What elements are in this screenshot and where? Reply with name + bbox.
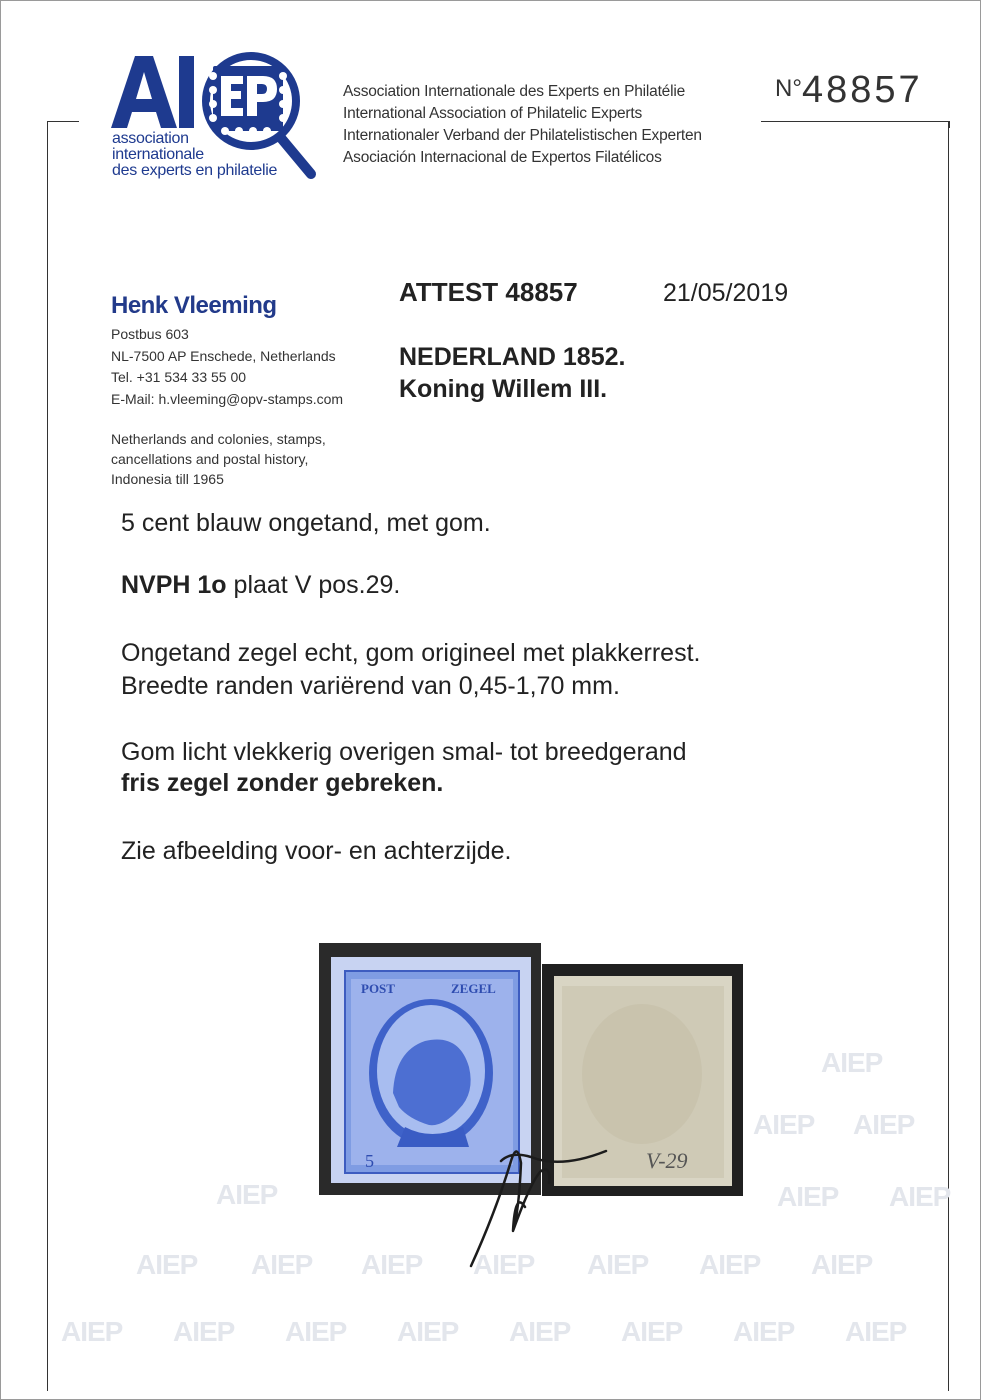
body-line: 5 cent blauw ongetand, met gom.	[121, 509, 491, 537]
watermark-logo: AIEP	[733, 1316, 795, 1347]
watermark-logo: AIEP	[136, 1249, 198, 1280]
expert-address	[111, 324, 343, 410]
watermark-logo: AIEP	[216, 1179, 278, 1210]
logo-subtitle-line: internationale	[112, 146, 204, 163]
association-name-de: Internationaler Verband der Philatelistischen Experten	[343, 127, 702, 144]
watermark-logo: AIEP	[811, 1249, 873, 1280]
stamp-value: 5	[365, 1151, 374, 1171]
address-line: Tel. +31 534 33 55 00	[111, 369, 247, 385]
watermark-logo: AIEP	[699, 1249, 761, 1280]
watermark-logo: AIEP	[777, 1181, 839, 1212]
association-names	[343, 81, 702, 169]
logo-subtitle-line: des experts en philatelie	[112, 162, 278, 179]
plate-position: plaat V pos.29.	[226, 571, 401, 599]
watermark-logo: AIEP	[753, 1109, 815, 1140]
watermark-logo: AIEP	[889, 1181, 951, 1212]
expert-signature	[441, 1121, 631, 1271]
number-value: 48857	[801, 69, 923, 111]
association-name-en: International Association of Philatelic Experts	[343, 105, 643, 122]
attest-title: ATTEST 48857	[399, 277, 578, 307]
watermark-logo: AIEP	[845, 1316, 907, 1347]
stamp-post-label: POST	[361, 981, 395, 996]
attest-subject	[399, 341, 625, 405]
address-line: E-Mail: h.vleeming@opv-stamps.com	[111, 390, 344, 407]
catalogue-number: NVPH 1o	[121, 571, 227, 599]
body-line: Gom licht vlekkerig overigen smal- tot breedgerand	[121, 738, 687, 766]
watermark-logo: AIEP	[361, 1249, 423, 1280]
frame-line	[47, 121, 48, 1391]
body-line	[121, 569, 400, 602]
frame-line	[761, 121, 950, 128]
association-name-es: Asociación Internacional de Expertos Filatélicos	[343, 149, 662, 166]
certificate-number	[775, 69, 923, 112]
address-line: NL-7500 AP Enschede, Netherlands	[111, 347, 336, 364]
attest-date: 21/05/2019	[663, 279, 789, 307]
watermark-logo: AIEP	[509, 1316, 571, 1347]
expert-speciality	[111, 429, 326, 489]
watermark-logo: AIEP	[853, 1109, 915, 1140]
watermark-logo: AIEP	[821, 1047, 883, 1078]
speciality-line: Indonesia till 1965	[111, 471, 224, 487]
body-line: Ongetand zegel echt, gom origineel met plakkerrest.	[121, 639, 701, 667]
body-line: Zie afbeelding voor- en achterzijde.	[121, 837, 512, 865]
expert-name: Henk Vleeming	[111, 292, 277, 319]
watermark-logo: AIEP	[473, 1249, 535, 1280]
watermark-logo: AIEP	[621, 1316, 683, 1347]
watermark-logo: AIEP	[285, 1316, 347, 1347]
watermark-logo: AIEP	[251, 1249, 313, 1280]
logo-subtitle	[112, 131, 277, 179]
association-name-fr: Association Internationale des Experts en Philatélie	[343, 83, 686, 100]
speciality-line: cancellations and postal history,	[111, 451, 309, 467]
frame-line	[47, 121, 79, 122]
verdict-line: fris zegel zonder gebreken.	[121, 769, 444, 797]
address-line: Postbus 603	[111, 326, 189, 342]
attest-country: NEDERLAND 1852.	[399, 343, 626, 371]
watermark-logo: AIEP	[587, 1249, 649, 1280]
watermark-logo: AIEP	[397, 1316, 459, 1347]
back-annotation: V-29	[646, 1148, 688, 1173]
stamp-zegel-label: ZEGEL	[451, 981, 496, 996]
number-prefix: N°	[775, 75, 802, 102]
logo-subtitle-line: association	[112, 130, 189, 147]
watermark-logo: AIEP	[173, 1316, 235, 1347]
attest-issue: Koning Willem III.	[399, 375, 608, 403]
watermark-logo: AIEP	[61, 1316, 123, 1347]
speciality-line: Netherlands and colonies, stamps,	[111, 431, 326, 447]
body-line: Breedte randen variërend van 0,45-1,70 mm.	[121, 672, 620, 700]
